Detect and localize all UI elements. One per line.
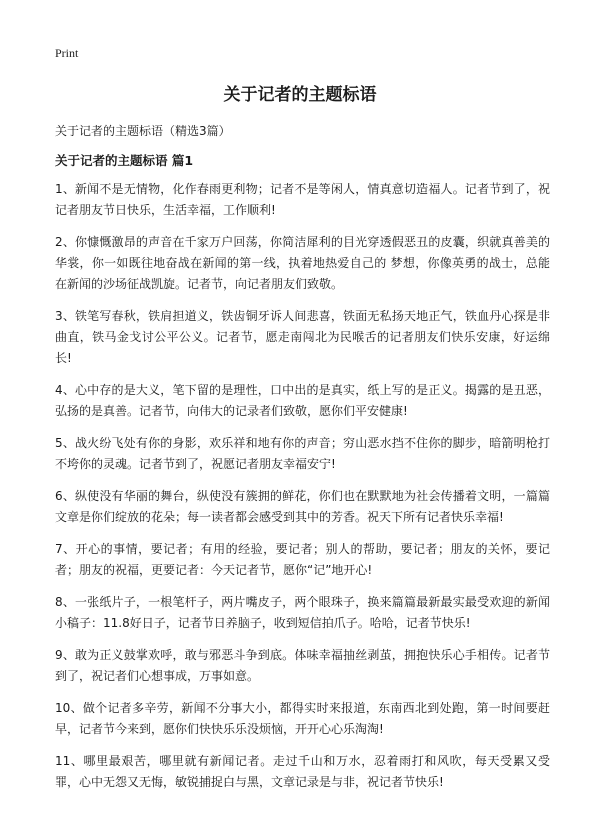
paragraph: 4、心中存的是大义，笔下留的是理性，口中出的是真实，纸上写的是正义。揭露的是丑恶，弘扬的是真善。记者节，向伟大的记录者们致敬，愿你们平安健康!: [55, 383, 550, 418]
paragraph: 6、纵使没有华丽的舞台，纵使没有簇拥的鲜花，你们也在默默地为社会传播着文明，一篇篇文章是你们绽放的花朵；每一读者都会感受到其中的芳香。祝天下所有记者快乐幸福!: [55, 489, 550, 524]
paragraph: 1、新闻不是无情物，化作春雨更利物；记者不是等闲人，情真意切造福人。记者节到了，祝记者朋友节日快乐，生活幸福，工作顺利!: [55, 182, 550, 217]
paragraph: 7、开心的事情，要记者；有用的经验，要记者；别人的帮助，要记者；朋友的关怀，要记者；朋友的祝福，更要记者：今天记者节，愿你“记”地开心!: [55, 542, 550, 577]
paragraph: 5、战火纷飞处有你的身影，欢乐祥和地有你的声音；穷山恶水挡不住你的脚步，暗箭明枪打不垮你的灵魂。记者节到了，祝愿记者朋友幸福安宁!: [55, 436, 550, 471]
print-link[interactable]: Print: [55, 46, 79, 60]
paragraph: 10、做个记者多辛劳，新闻不分事大小，都得实时来报道，东南西北到处跑，第一时间要赶早，记者节今来到，愿你们快快乐乐没烦恼，开开心心乐淘淘!: [55, 701, 550, 736]
paragraph: 3、铁笔写春秋，铁肩担道义，铁齿铜牙诉人间悲喜，铁面无私扬天地正气，铁血丹心探是非曲直，铁马金戈讨公平公义。记者节，愿走南闯北为民喉舌的记者朋友们快乐安康，好运绵长!: [55, 309, 550, 365]
paragraph: 11、哪里最艰苦，哪里就有新闻记者。走过千山和万水，忍着雨打和风吹，每天受累又受罪，心中无怨又无悔，敏锐捕捉白与黑，文章记录是与非，祝记者节快乐!: [55, 754, 550, 789]
section-heading: 关于记者的主题标语 篇1: [55, 153, 194, 168]
document-subtitle: 关于记者的主题标语（精选3篇）: [55, 124, 231, 138]
paragraph: 9、敢为正义鼓掌欢呼，敢与邪恶斗争到底。体味幸福抽丝剥茧，拥抱快乐心手相传。记者节到了，祝记者们心想事成，万事如意。: [55, 648, 550, 683]
paragraph: 2、你慷慨激昂的声音在千家万户回荡，你简洁犀利的目光穿透假恶丑的皮囊，织就真善美的华裳，你一如既往地奋战在新闻的第一线，执着地热爱自己的 梦想，你像英勇的战士，总能在新闻的沙场征战凯旋。记者节，向记者朋友们致敬。: [55, 235, 550, 291]
paragraph: 8、一张纸片子，一根笔杆子，两片嘴皮子，两个眼珠子，换来篇篇最新最实最受欢迎的新闻小稿子：11.8好日子，记者节日养脑子，收到短信拍爪子。哈哈，记者节快乐!: [55, 595, 550, 630]
paragraph-list: [55, 179, 550, 804]
page-title: 关于记者的主题标语: [223, 85, 377, 105]
